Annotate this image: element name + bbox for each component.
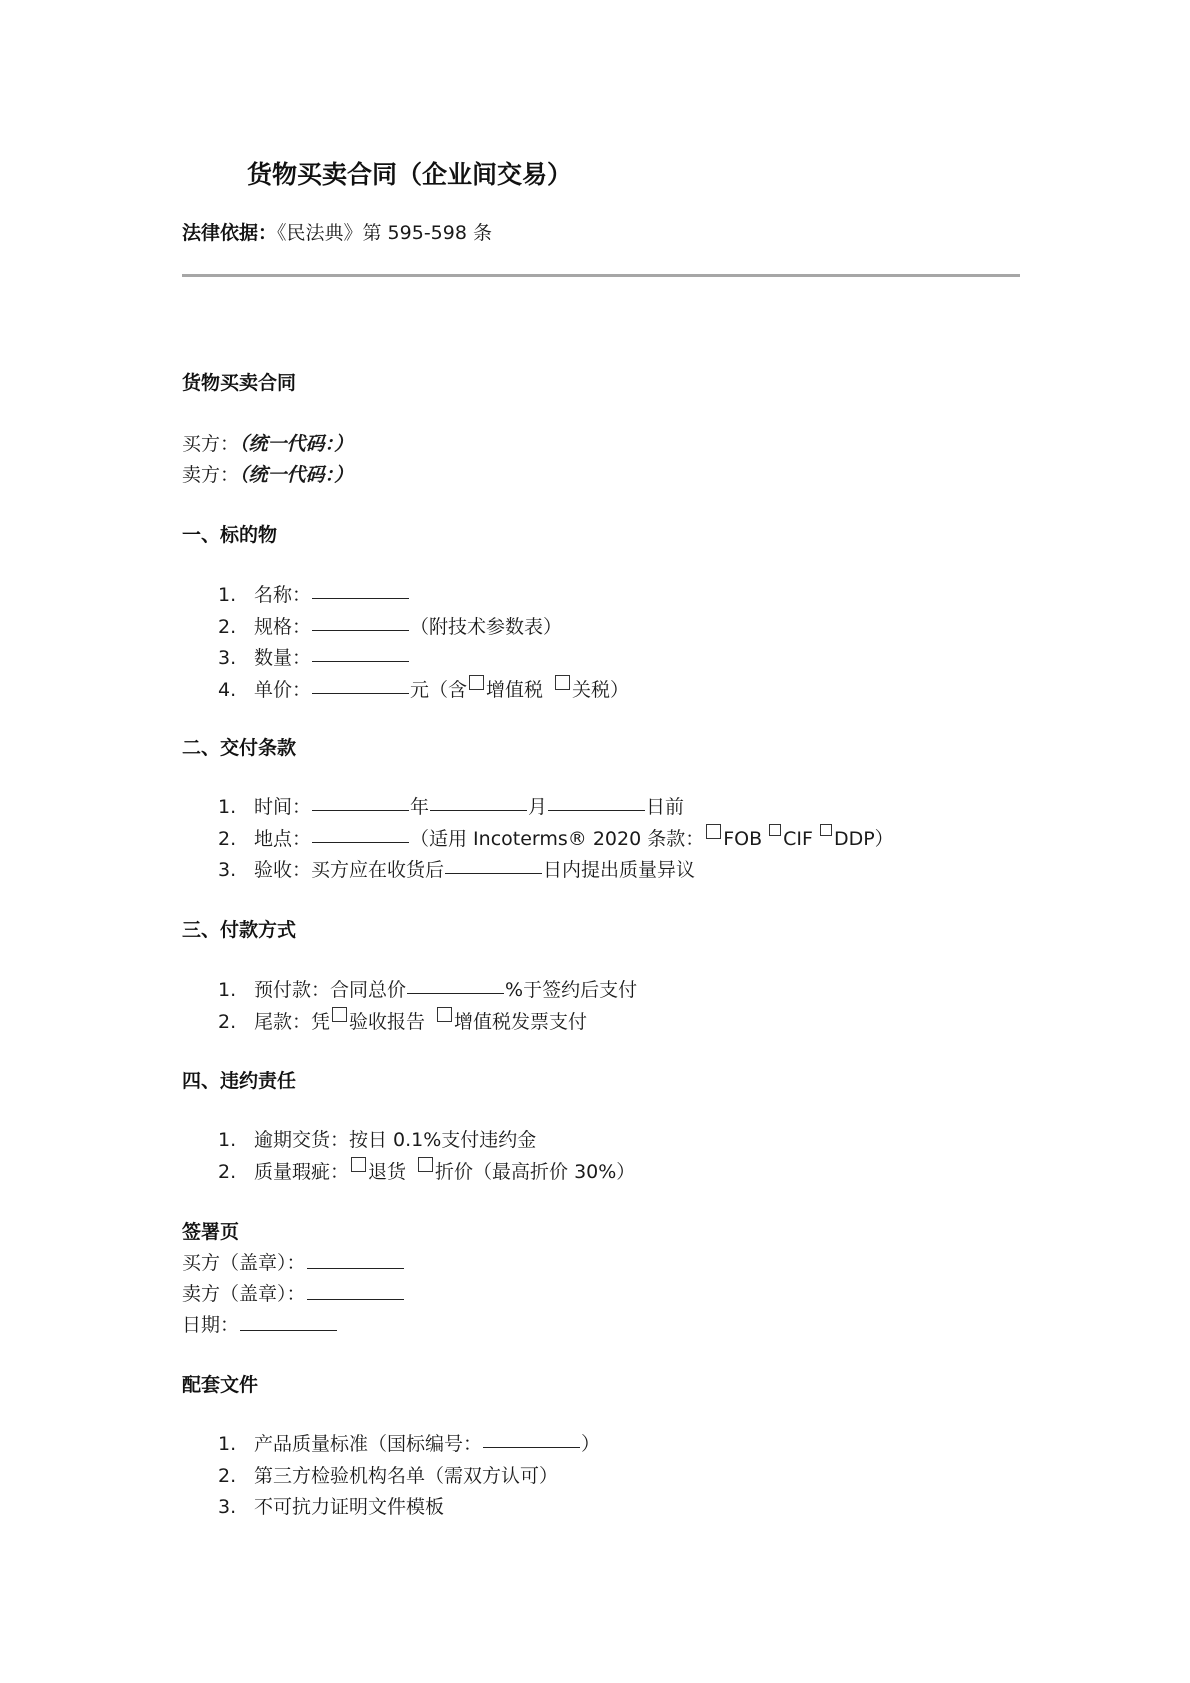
buyer-code-note: （统一代码：） [239,433,354,455]
list-item: 2. 质量瑕疵： 退货 折价（最高折价 30%） [218,1157,635,1189]
attachments-list [218,1429,600,1524]
document-title: 货物买卖合同（企业间交易） [247,160,573,189]
blank-field-prepay-percent[interactable] [407,975,504,994]
contract-heading: 货物买卖合同 [182,372,297,394]
blank-field-day[interactable] [548,792,645,811]
horizontal-rule [182,274,1020,277]
blank-field-name[interactable] [312,580,409,599]
legal-basis-label: 法律依据： [182,222,278,244]
checkbox-return[interactable] [351,1157,366,1172]
list-item: 1. 名称： [218,580,629,612]
blank-field-date[interactable] [240,1312,337,1331]
list-item: 1. 时间： 年 月 日前 [218,792,894,824]
blank-field-year[interactable] [312,792,409,811]
blank-field-spec[interactable] [312,612,409,631]
section-heading-liability: 四、违约责任 [182,1070,297,1092]
list-item: 2. 规格： （附技术参数表） [218,612,629,644]
attachments-heading: 配套文件 [182,1374,259,1396]
checkbox-cif[interactable] [769,824,781,836]
checkbox-vat[interactable] [469,675,484,690]
list-item: 3. 不可抗力证明文件模板 [218,1496,445,1518]
payment-list [218,975,637,1038]
list-item: 1. 产品质量标准（国标编号： ） [218,1429,600,1461]
delivery-list [218,792,894,887]
seller-label: 卖方： [182,464,240,486]
blank-field-inspection-days[interactable] [445,855,542,874]
signature-date: 日期： [182,1310,338,1341]
signature-seller: 卖方（盖章）： [182,1279,405,1310]
list-item: 2. 地点： （适用 Incoterms® 2020 条款： FOB CIF DDP） [218,824,894,856]
subject-list [218,580,629,706]
checkbox-fob[interactable] [706,824,721,839]
blank-field-price[interactable] [312,675,409,694]
seller-line [182,460,353,491]
blank-field-buyer-seal[interactable] [307,1250,404,1269]
section-heading-delivery: 二、交付条款 [182,737,297,759]
buyer-label: 买方： [182,433,240,455]
list-item: 3. 验收：买方应在收货后 日内提出质量异议 [218,855,894,887]
list-item: 3. 数量： [218,643,629,675]
section-heading-payment: 三、付款方式 [182,919,297,941]
list-item: 1. 预付款：合同总价 %于签约后支付 [218,975,637,1007]
list-item: 2. 第三方检验机构名单（需双方认可） [218,1464,559,1487]
blank-field-month[interactable] [430,792,527,811]
list-item: 4. 单价： 元（含 增值税 关税） [218,675,629,707]
checkbox-customs[interactable] [555,675,570,690]
legal-basis-value: 《民法典》第 595-598 条 [277,222,492,244]
blank-field-seller-seal[interactable] [307,1281,404,1300]
checkbox-inspection-report[interactable] [332,1007,347,1022]
seller-code-note: （统一代码：） [239,464,354,486]
legal-basis [182,218,492,245]
signature-buyer: 买方（盖章）： [182,1248,405,1279]
blank-field-quantity[interactable] [312,643,409,662]
blank-field-standard-number[interactable] [483,1429,580,1448]
liability-list [218,1125,635,1188]
checkbox-ddp[interactable] [820,824,832,836]
checkbox-vat-invoice[interactable] [437,1007,452,1022]
signature-heading: 签署页 [182,1221,240,1243]
list-item: 2. 尾款：凭 验收报告 增值税发票支付 [218,1007,637,1039]
checkbox-discount[interactable] [418,1157,433,1172]
blank-field-place[interactable] [312,824,409,843]
buyer-line [182,429,353,460]
section-heading-subject: 一、标的物 [182,524,278,546]
list-item: 1. 逾期交货：按日 0.1%支付违约金 [218,1129,537,1151]
